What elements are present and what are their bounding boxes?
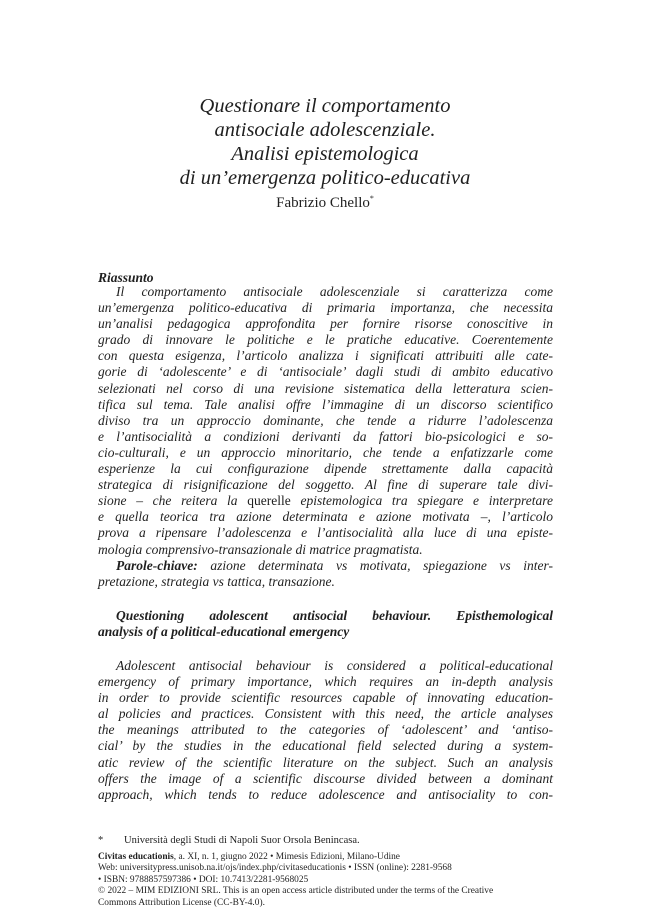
colophon-line: © 2022 – MIM EDIZIONI SRL. This is an open access article distributed under the terms of the Creative	[98, 886, 494, 897]
querelle-term: querelle	[247, 493, 291, 509]
title-line: Analisi epistemologica	[231, 143, 419, 165]
abstract-line: al policies and practices. Consistent with this need, the article analyses	[98, 706, 553, 722]
abstract-line: un’analisi pedagogica approfondita per fornire risorse conoscitive in	[98, 316, 553, 332]
title-line: antisociale adolescenziale.	[214, 119, 436, 141]
abstract-line: grado di innovare le politiche e le pratiche educative. Coerentemente	[98, 332, 553, 348]
title-line: Questionare il comportamento	[199, 95, 451, 117]
abstract-line: the meanings attributed to the categories of ‘adolescent’ and ‘antiso-	[98, 722, 553, 738]
abstract-line: Il comportamento antisociale adolescenziale si caratterizza come	[116, 284, 553, 299]
abstract-english	[98, 658, 553, 803]
colophon-line	[98, 852, 558, 863]
colophon-line: Commons Attribution License (CC-BY-4.0).	[98, 897, 265, 908]
footnote-text: Università degli Studi di Napoli Suor Orsola Benincasa.	[124, 835, 360, 846]
abstract-line-querelle	[98, 493, 553, 509]
abstract-heading: Riassunto	[98, 270, 154, 285]
abstract-line: e l’antisocialità a condizioni derivanti da fattori bio-psicologici e so-	[98, 428, 553, 444]
english-title	[98, 608, 553, 640]
keywords-text: azione determinata vs motivata, spiegazione vs inter-	[197, 557, 553, 573]
text-run: epistemologica tra spiegare e interpretare	[290, 493, 553, 509]
journal-name: Civitas educationis	[98, 852, 174, 862]
abstract-line: diviso tra un approccio dominante, che tende a ridurre l’adolescenza	[98, 412, 553, 428]
abstract-line: strategica di risignificazione del soggetto. Al fine di superare tale divi-	[98, 477, 553, 493]
abstract-line: selezionati nel corso di una revisione sistematica della letteratura scien-	[98, 380, 553, 396]
abstract-line: in order to provide scientific resources capable of innovating education-	[98, 690, 553, 706]
abstract-line: prova a ripensare l’adolescenza e l’antisocialità alla luce di una episte-	[98, 525, 553, 541]
keywords-label: Parole-chiave:	[116, 557, 198, 573]
abstract-line: e quella teorica tra azione determinata e azione motivata –, l’articolo	[98, 509, 553, 525]
abstract-line: atic review of the scientific literature on the subject. Such an analysis	[98, 754, 553, 770]
abstract-line: con questa esigenza, l’articolo analizza i significati attribuiti alle cate-	[98, 348, 553, 364]
abstract-line: gorie di ‘adolescente’ e di ‘antisociale’ dagli studi di ambito educativo	[98, 364, 553, 380]
abstract-line: tifica sul tema. Tale analisi offre l’immagine di un discorso scientifico	[98, 396, 553, 412]
keywords-line: pretazione, strategia vs tattica, transazione.	[98, 573, 335, 589]
author-footnote-mark: *	[369, 194, 374, 203]
abstract-line: Adolescent antisocial behaviour is considered a political-educational	[116, 658, 553, 673]
article-title	[100, 94, 550, 190]
abstract-italian	[98, 284, 553, 590]
text-run: sione – che reitera la	[98, 493, 248, 509]
footnote	[98, 834, 558, 847]
abstract-line: approach, which tends to reduce adolescence and antisociality to con-	[98, 786, 553, 802]
abstract-line: cio-culturali, e un approccio minoritario, che tende a enfatizzarle come	[98, 444, 553, 460]
footnote-mark: *	[98, 835, 104, 846]
colophon	[98, 852, 558, 909]
abstract-line: un’emergenza politico-educativa di primaria importanza, che necessita	[98, 300, 553, 316]
keywords-line	[98, 558, 553, 574]
abstract-line: emergency of primary importance, which requires an in-depth analysis	[98, 674, 553, 690]
abstract-line: mologia comprensivo-transazionale di matrice pragmatista.	[98, 541, 423, 557]
author-name: Fabrizio Chello	[276, 195, 370, 211]
english-title-line: analysis of a political-educational emergency	[98, 624, 350, 640]
abstract-line: offers the image of a scientific discourse divided between a dominant	[98, 770, 553, 786]
colophon-line: Web: universitypress.unisob.na.it/ojs/index.php/civitaseducationis • ISSN (online): 2281-9568	[98, 863, 452, 874]
title-line: di un’emergenza politico-educativa	[179, 167, 471, 189]
colophon-line: • ISBN: 9788857597386 • DOI: 10.7413/2281-9568025	[98, 874, 309, 885]
author-line	[100, 190, 550, 212]
issue-info: , a. XI, n. 1, giugno 2022 • Mimesis Edizioni, Milano-Udine	[173, 852, 400, 862]
abstract-line: esperienze la cui configurazione dipende strettamente dalla capacità	[98, 461, 553, 477]
english-title-line: Questioning adolescent antisocial behaviour. Episthemological	[116, 608, 553, 623]
abstract-line: cial’ by the studies in the educational field selected during a system-	[98, 738, 553, 754]
